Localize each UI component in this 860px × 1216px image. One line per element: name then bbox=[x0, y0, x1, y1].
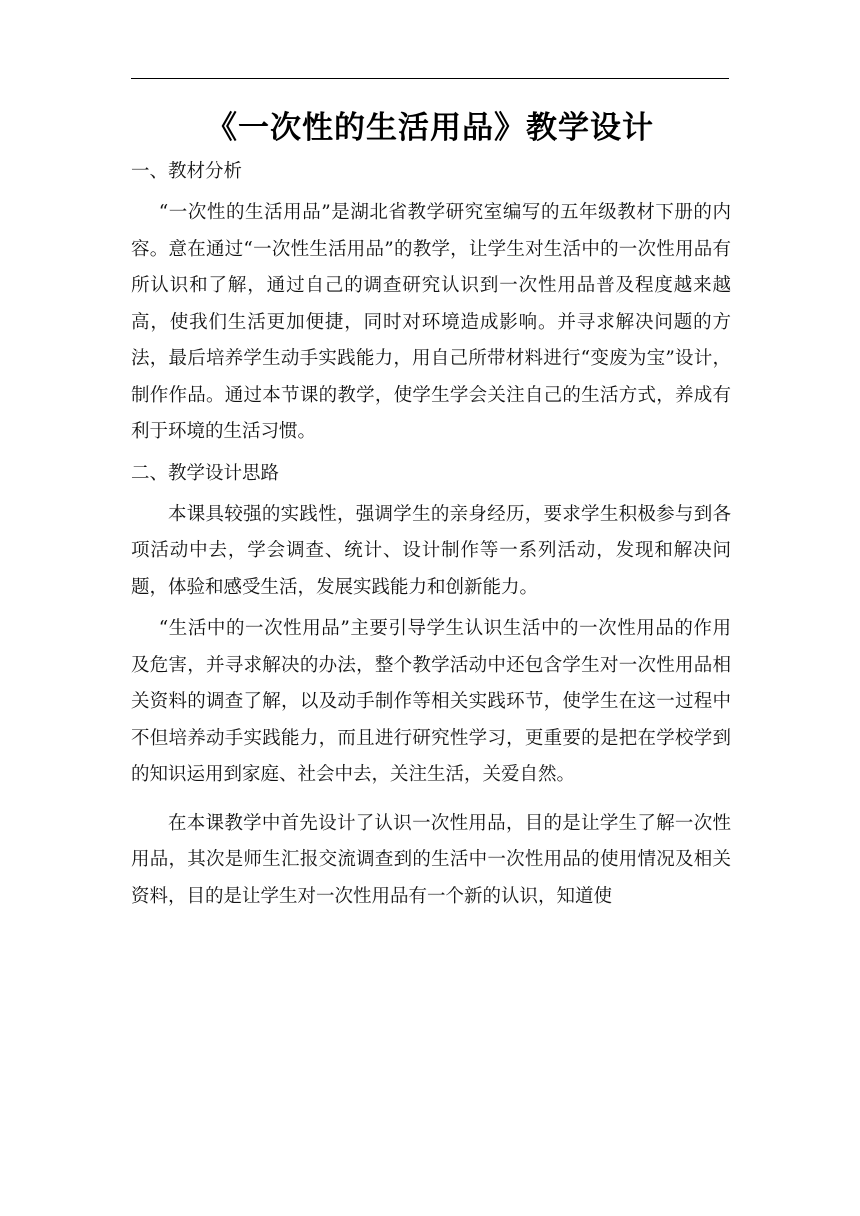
paragraph-textbook-analysis: “一次性的生活用品”是湖北省教学研究室编写的五年级教材下册的内容。意在通过“一次性生活用品”的教学，让学生对生活中的一次性用品有所认识和了解，通过自己的调查研究认识到一次性用品普及程度越来越高，使我们生活更加便捷，同时对环境造成影响。并寻求解决问题的方法，最后培养学生动手实践能力，用自己所带材料进行“变废为宝”设计，制作作品。通过本节课的教学，使学生学会关注自己的生活方式，养成有利于环境的生活习惯。 bbox=[131, 202, 731, 442]
document-body bbox=[131, 154, 731, 920]
paragraph-design-rationale-2: “生活中的一次性用品”主要引导学生认识生活中的一次性用品的作用及危害，并寻求解决的办法，整个教学活动中还包含学生对一次性用品相关资料的调查了解，以及动手制作等相关实践环节，使学生在这一过程中不但培养动手实践能力，而且进行研究性学习，更重要的是把在学校学到的知识运用到家庭、社会中去，关注生活，关爱自然。 bbox=[131, 618, 731, 785]
section-heading-design-rationale: 二、教学设计思路 bbox=[131, 462, 280, 484]
paragraph-design-rationale-3: 在本课教学中首先设计了认识一次性用品，目的是让学生了解一次性用品，其次是师生汇报交流调查到的生活中一次性用品的使用情况及相关资料，目的是让学生对一次性用品有一个新的认识，知道使 bbox=[131, 812, 731, 907]
section-heading-textbook-analysis: 一、教材分析 bbox=[131, 161, 243, 182]
header-rule bbox=[131, 78, 729, 79]
document-title: 《一次性的生活用品》教学设计 bbox=[206, 110, 654, 146]
paragraph-design-rationale-1: 本课具较强的实践性，强调学生的亲身经历，要求学生积极参与到各项活动中去，学会调查、统计、设计制作等一系列活动，发现和解决问题，体验和感受生活，发展实践能力和创新能力。 bbox=[131, 503, 731, 598]
